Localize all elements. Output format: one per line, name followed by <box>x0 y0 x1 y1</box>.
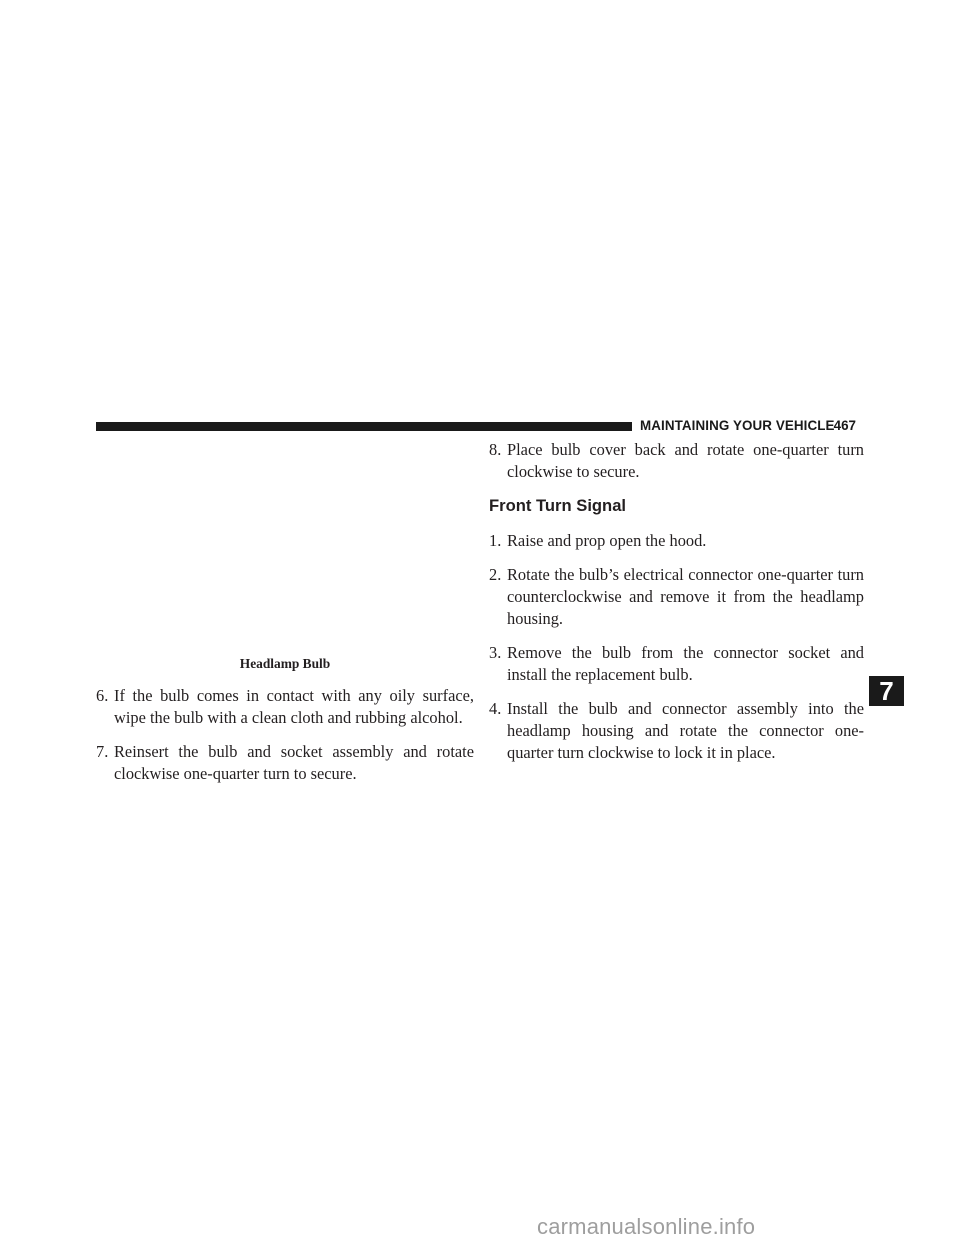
left-column <box>96 685 474 797</box>
right-column <box>489 439 864 776</box>
watermark-text: carmanualsonline.info <box>537 1214 756 1239</box>
step-8 <box>489 439 864 483</box>
step-6 <box>96 685 474 729</box>
step-number: 7. <box>96 742 109 761</box>
turn-signal-step-3 <box>489 642 864 686</box>
figure-caption: Headlamp Bulb <box>239 656 331 671</box>
chapter-tab: 7 <box>869 676 904 706</box>
step-number: 3. <box>489 643 502 662</box>
turn-signal-step-2 <box>489 564 864 630</box>
step-7 <box>96 741 474 785</box>
step-text: Reinsert the bulb and socket assembly and rotate clockwise one-quarter turn to secure. <box>114 742 474 783</box>
step-number: 4. <box>489 699 502 718</box>
step-text: Rotate the bulb’s electrical connector one-quarter turn counterclockwise and remove it from the headlamp housing. <box>507 565 864 628</box>
step-text: Place bulb cover back and rotate one-quarter turn clockwise to secure. <box>507 440 864 481</box>
section-heading-front-turn-signal: Front Turn Signal <box>489 496 627 515</box>
page-number: 467 <box>833 418 856 433</box>
step-number: 6. <box>96 686 109 705</box>
header-rule <box>96 422 632 431</box>
step-number: 8. <box>489 440 502 459</box>
headlamp-bulb-figure <box>96 440 474 652</box>
turn-signal-step-4 <box>489 698 864 764</box>
step-text: Install the bulb and connector assembly into the headlamp housing and rotate the connector one-quarter turn clockwise to lock it in place. <box>507 699 864 762</box>
turn-signal-step-1 <box>489 530 864 552</box>
step-text: Remove the bulb from the connector socket and install the replacement bulb. <box>507 643 864 684</box>
step-number: 2. <box>489 565 502 584</box>
step-number: 1. <box>489 531 502 550</box>
step-text: If the bulb comes in contact with any oily surface, wipe the bulb with a clean cloth and rubbing alcohol. <box>114 686 474 727</box>
running-header-title: MAINTAINING YOUR VEHICLE <box>640 418 835 433</box>
step-text: Raise and prop open the hood. <box>507 531 707 550</box>
